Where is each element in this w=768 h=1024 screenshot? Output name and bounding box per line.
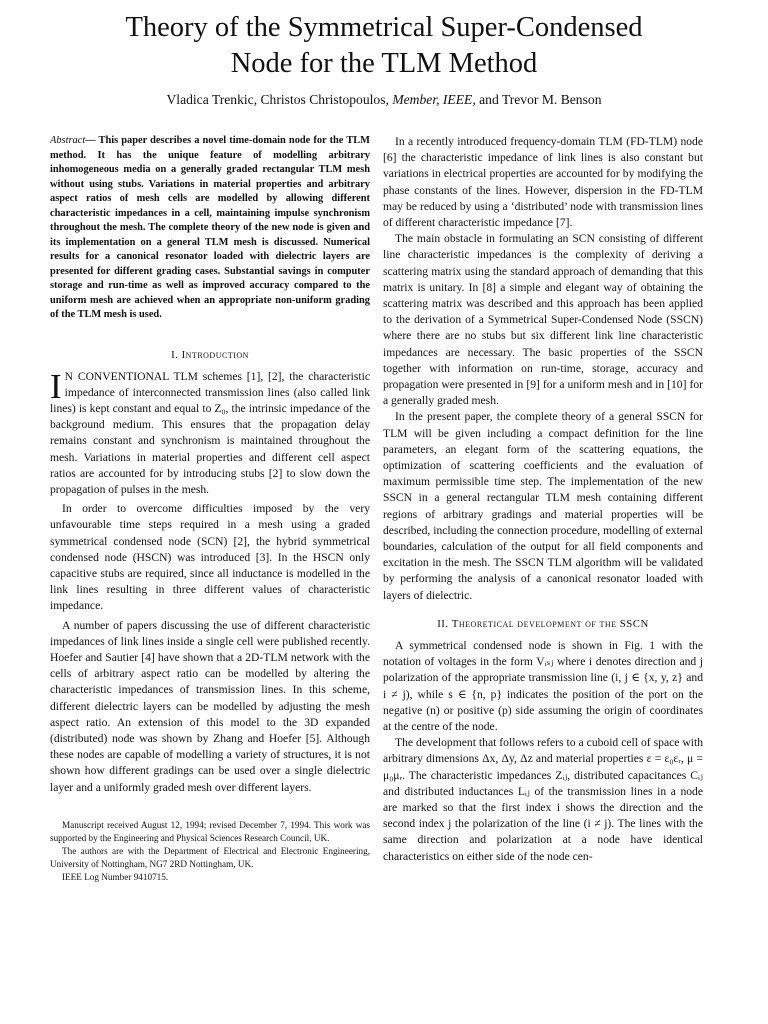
footnotes [50, 814, 370, 884]
title-line-1: Theory of the Symmetrical Super-Condensed [125, 12, 643, 43]
title-line-2: Node for the TLM Method [230, 48, 538, 79]
section-2-number: II. [437, 617, 449, 630]
abstract-label: Abstract [50, 135, 86, 146]
authors-names-b: and Trevor M. Benson [479, 92, 602, 107]
authors-role: Member, IEEE, [392, 92, 476, 107]
theory-paragraph-1: A symmetrical condensed node is shown in Fig. 1 with the notation of voltages in the form Vᵢₛⱼ where i denotes direction and j polarization of the appropriate transmission line (i, j ∈ {x, y, z} and i ≠ j), while s ∈ {n, p} indicates the position of the port on the negative (n) or positive (p) side assuming the origin of coordinates at the centre of the node. [383, 638, 703, 733]
authors-names-a: Vladica Trenkic, Christos Christopoulos, [166, 92, 389, 107]
intro-paragraph-6: In the present paper, the complete theory of a general SSCN for TLM will be given including a compact definition for the line parameters, an elegant form of the scattering equations, the optimization of scattering coefficients and the evaluation of maximum permissible time step. The implementation of the new SSCN in a general rectangular TLM mesh containing different regions of arbitrary gradings and material properties will be described, including the connection procedure, modelling of external boundaries, calculation of the output for all field components and excitation in the mesh. The SSCN TLM algorithm will be validated by performing the analysis of a canonical resonator loaded with layers of dielectric. [383, 410, 703, 602]
intro-paragraph-4: In a recently introduced frequency-domain TLM (FD-TLM) node [6] the characteristic impedance of link lines is also constant but variations in electrical properties are accounted for by modifying the phase constants of the lines. However, dispersion in the FD-TLM may be reduced by using a ‘distributed’ node with transmission lines of different characteristic impedance [7]. [383, 135, 703, 230]
drop-cap: I [50, 366, 62, 406]
section-2-heading [383, 618, 703, 630]
section-1-number: I. [171, 348, 179, 361]
right-column [383, 134, 703, 865]
section-2-title: Theoretical development of the SSCN [451, 617, 649, 630]
abstract-text: — This paper describes a novel time-domain node for the TLM method. It has the unique feature of modelling arbitrary inhomogeneous media on a generally graded rectangular TLM mesh without using stubs. Variations in material properties and arbitrary aspect ratios of mesh cells are modelled by allowing different characteristic impedances in a cell, maintaining impulse synchronism throughout the mesh. The complete theory of the new node is given and its implementation on a general TLM mesh is discussed. Numerical results for a canonical resonator loaded with dielectric layers are presented for different grading cases. Substantial savings in computer storage and run-time as well as improved accuracy compared to the uniform mesh are achieved when an appropriate non-uniform grading of the TLM mesh is used. [50, 135, 370, 320]
footnote-manuscript: Manuscript received August 12, 1994; revised December 7, 1994. This work was supported by the Engineering and Physical Sciences Research Council, UK. [50, 819, 370, 843]
intro-paragraph-5: The main obstacle in formulating an SCN consisting of different line characteristic impedances is the complexity of deriving a scattering matrix using the standard approach of demanding that this matrix is unitary. In [8] a simple and elegant way of obtaining the scattering matrix was described and this approach has been applied to the derivation of a Symmetrical Super-Condensed Node (SSCN) where there are no stubs but six different link line characteristic impedances are necessary. The basic properties of the SSCN together with information on run-time, storage, accuracy and propagation were presented in [9] for a uniform mesh and in [10] for a generally graded mesh. [383, 232, 703, 408]
left-column [50, 134, 370, 884]
section-1-title: Introduction [181, 348, 249, 361]
author-line [0, 92, 768, 108]
theory-paragraph-2: The development that follows refers to a cuboid cell of space with arbitrary dimensions Δx, Δy, Δz and material properties ε = ε₀εᵣ, μ = μ₀μᵣ. The characteristic impedances Zᵢⱼ, distributed capacitances Cᵢⱼ and distributed inductances Lᵢⱼ of the transmission lines in a node are marked so that the first index i shows the direction and the second index j the polarization of the line (i ≠ j). The lines with the same direction and polarization at a node have identical characteristics on either side of the node cen- [383, 736, 703, 863]
intro-paragraph-2: In order to overcome difficulties imposed by the very unfavourable time steps required in a mesh using a graded symmetrical condensed node (SCN) [2], the hybrid symmetrical condensed node (HSCN) was introduced [3]. In the HSCN only capacitive stubs are required, since all inductance is modelled in the link lines resulting in three different values of characteristic impedance. [50, 502, 370, 613]
footnote-affiliation: The authors are with the Department of Electrical and Electronic Engineering, University of Nottingham, NG7 2RD Nottingham, UK. [50, 845, 370, 869]
abstract [50, 134, 370, 323]
section-1-heading [50, 349, 370, 361]
intro-paragraph-3: A number of papers discussing the use of different characteristic impedances of link lines inside a single cell were published recently. Hoefer and Sautier [4] have shown that a 2D-TLM network with the cells of arbitrary aspect ratio can be modelled by altering the characteristic impedances of transmission lines. In this scheme, different dielectric layers can be modelled by adjusting the mesh aspect ratio. An extension of this model to the 3D expanded (distributed) node was shown by Zhang and Hoefer [5]. Although these nodes are capable of modelling a variety of structures, it is not shown how different gradings can be used over a single dielectric layer and a uniformly graded mesh over different layers. [50, 618, 370, 794]
paper-title [0, 10, 768, 82]
intro-paragraph-1 [50, 366, 370, 499]
footnote-log-number: IEEE Log Number 9410715. [62, 871, 169, 882]
intro-paragraph-1-text: N CONVENTIONAL TLM schemes [1], [2], the characteristic impedance of interconnected transmission lines (also called link lines) is kept constant and equal to Z₀, the intrinsic impedance of the background medium. This ensures that the propagation delay remains constant and synchronism is maintained throughout the mesh. Variations in material properties and different cell aspect ratios are accounted for by introducing stubs [2] to slow down the propagation of pulses in the mesh. [50, 369, 370, 496]
